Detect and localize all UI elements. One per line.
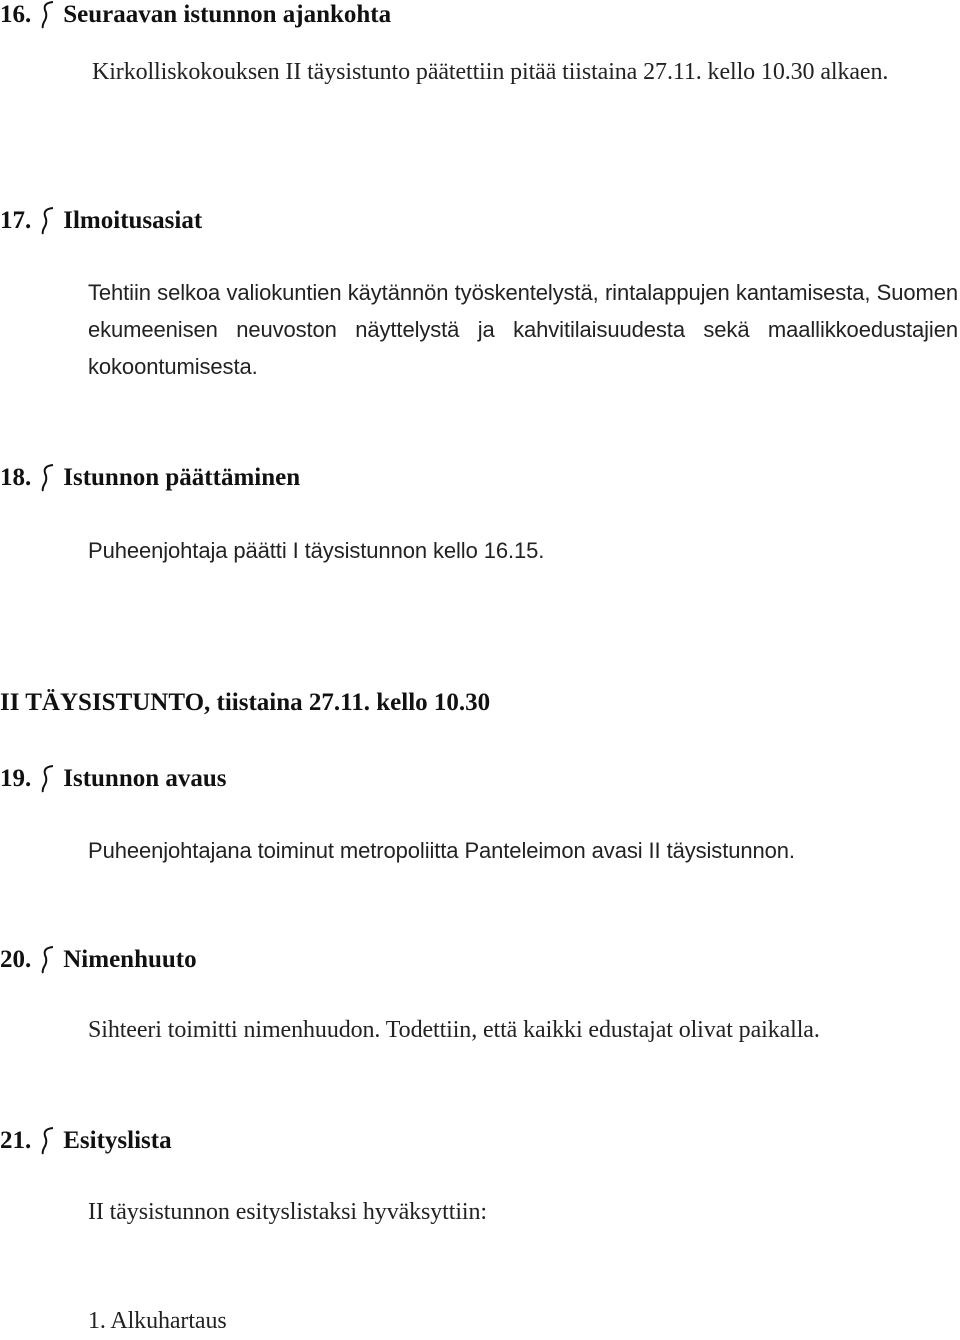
section-sign-icon bbox=[41, 464, 55, 492]
section-title: Esityslista bbox=[63, 1127, 172, 1154]
section-title: Istunnon päättäminen bbox=[63, 464, 301, 491]
section-heading-16 bbox=[0, 0, 391, 30]
section-sign-icon bbox=[41, 946, 55, 974]
section-number: 21. bbox=[0, 1127, 32, 1154]
section-text-17: Tehtiin selkoa valiokuntien käytännön työskentelystä, rintalappujen kantamisesta, Suomen ekumeenisen neuvoston näyttelystä ja kahvitilaisuudesta sekä maallikkoedustajien kokoontumisesta. bbox=[88, 280, 958, 379]
section-heading-18 bbox=[0, 463, 300, 493]
section-number: 17. bbox=[0, 207, 32, 234]
section-text-20: Sihteeri toimitti nimenhuudon. Todettiin, että kaikki edustajat olivat paikalla. bbox=[88, 1017, 820, 1043]
session-title: II TÄYSISTUNTO, tiistaina 27.11. kello 10.30 bbox=[0, 689, 491, 716]
section-number: 19. bbox=[0, 765, 32, 792]
section-heading-19 bbox=[0, 764, 227, 794]
section-number: 18. bbox=[0, 464, 32, 491]
section-sign-icon bbox=[41, 207, 55, 235]
section-title: Seuraavan istunnon ajankohta bbox=[63, 1, 392, 28]
section-text-19: Puheenjohtajana toiminut metropoliitta Panteleimon avasi II täysistunnon. bbox=[88, 838, 795, 863]
section-title: Nimenhuuto bbox=[63, 946, 197, 973]
section-title: Ilmoitusasiat bbox=[63, 207, 203, 234]
section-number: 20. bbox=[0, 946, 32, 973]
section-text-21: II täysistunnon esityslistaksi hyväksyttiin: bbox=[88, 1199, 487, 1225]
section-sign-icon bbox=[41, 765, 55, 793]
section-text-16: Kirkolliskokouksen II täysistunto päätettiin pitää tiistaina 27.11. kello 10.30 alkaen. bbox=[92, 59, 889, 85]
section-heading-17 bbox=[0, 206, 202, 236]
section-sign-icon bbox=[41, 1, 55, 29]
section-sign-icon bbox=[41, 1127, 55, 1155]
section-text-18: Puheenjohtaja päätti I täysistunnon kello 16.15. bbox=[88, 538, 545, 563]
section-heading-20 bbox=[0, 945, 197, 975]
agenda-item: 1. Alkuhartaus bbox=[88, 1308, 227, 1334]
section-title: Istunnon avaus bbox=[63, 765, 227, 792]
section-number: 16. bbox=[0, 1, 32, 28]
section-heading-21 bbox=[0, 1126, 172, 1156]
